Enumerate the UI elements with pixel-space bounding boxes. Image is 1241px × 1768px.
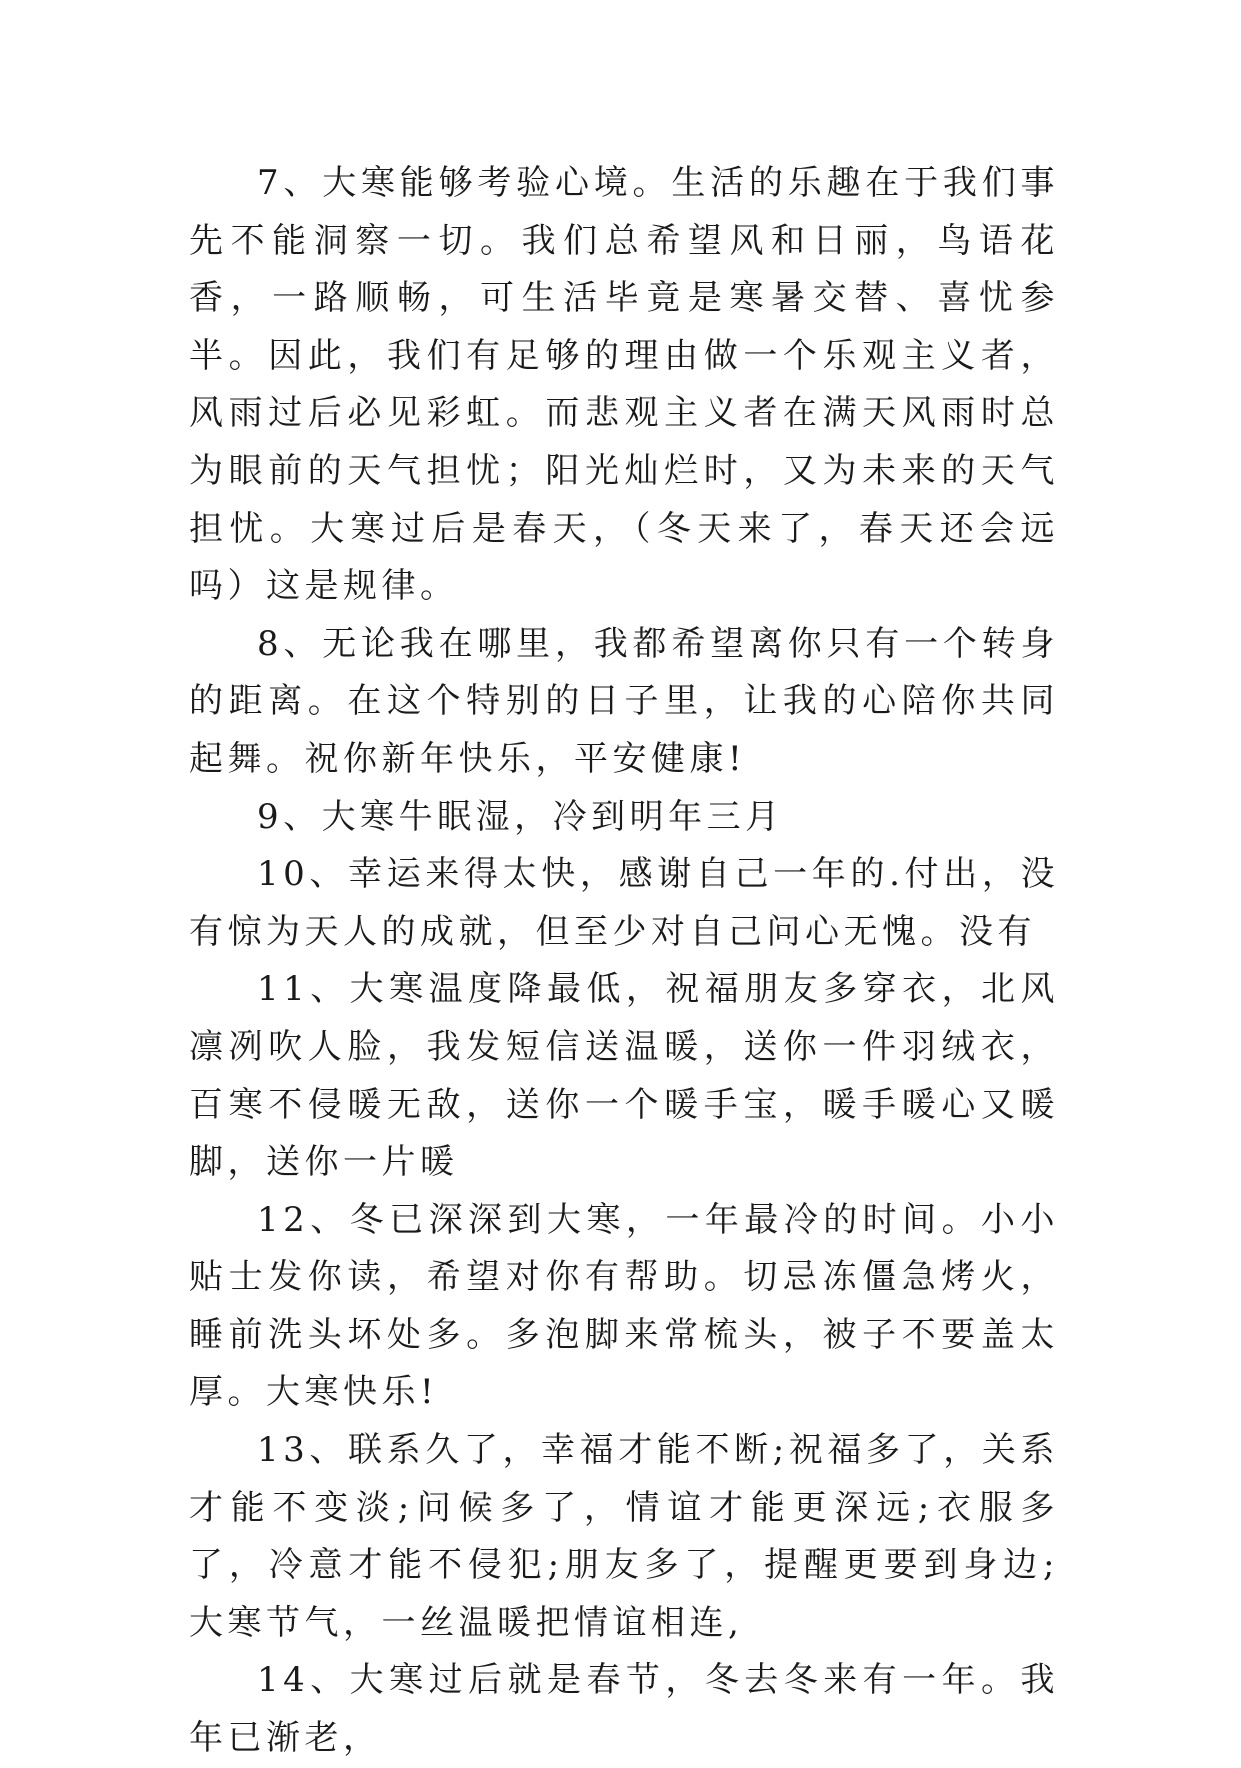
paragraph-14: 14、大寒过后就是春节，冬去冬来有一年。我年已渐老， bbox=[189, 1660, 1059, 1759]
paragraph-11: 11、大寒温度降最低，祝福朋友多穿衣，北风凛冽吹人脸，我发短信送温暖，送你一件羽绒衣，百寒不侵暖无敌，送你一个暖手宝，暖手暖心又暖脚，送你一片暖 bbox=[189, 969, 1059, 1183]
document-body bbox=[189, 155, 1059, 1768]
paragraph-9: 9、大寒牛眠湿，冷到明年三月 bbox=[257, 796, 784, 837]
paragraph-7: 7、大寒能够考验心境。生活的乐趣在于我们事先不能洞察一切。我们总希望风和日丽，鸟语花香，一路顺畅，可生活毕竟是寒暑交替、喜忧参半。因此，我们有足够的理由做一个乐观主义者，风雨过后必见彩虹。而悲观主义者在满天风雨时总为眼前的天气担忧；阳光灿烂时，又为未来的天气担忧。大寒过后是春天，（冬天来了，春天还会远吗）这是规律。 bbox=[189, 163, 1059, 607]
paragraph-13: 13、联系久了，幸福才能不断;祝福多了，关系才能不变淡;问候多了，情谊才能更深远;衣服多了，冷意才能不侵犯;朋友多了，提醒更要到身边;大寒节气，一丝温暖把情谊相连, bbox=[189, 1430, 1059, 1643]
paragraph-10: 10、幸运来得太快，感谢自己一年的.付出，没有惊为天人的成就，但至少对自己问心无愧。没有 bbox=[189, 854, 1059, 952]
paragraph-8: 8、无论我在哪里，我都希望离你只有一个转身的距离。在这个特别的日子里，让我的心陪你共同起舞。祝你新年快乐，平安健康! bbox=[189, 623, 1059, 779]
paragraph-12: 12、冬已深深到大寒，一年最冷的时间。小小贴士发你读，希望对你有帮助。切忌冻僵急烤火，睡前洗头坏处多。多泡脚来常梳头，被子不要盖太厚。大寒快乐! bbox=[189, 1199, 1059, 1413]
